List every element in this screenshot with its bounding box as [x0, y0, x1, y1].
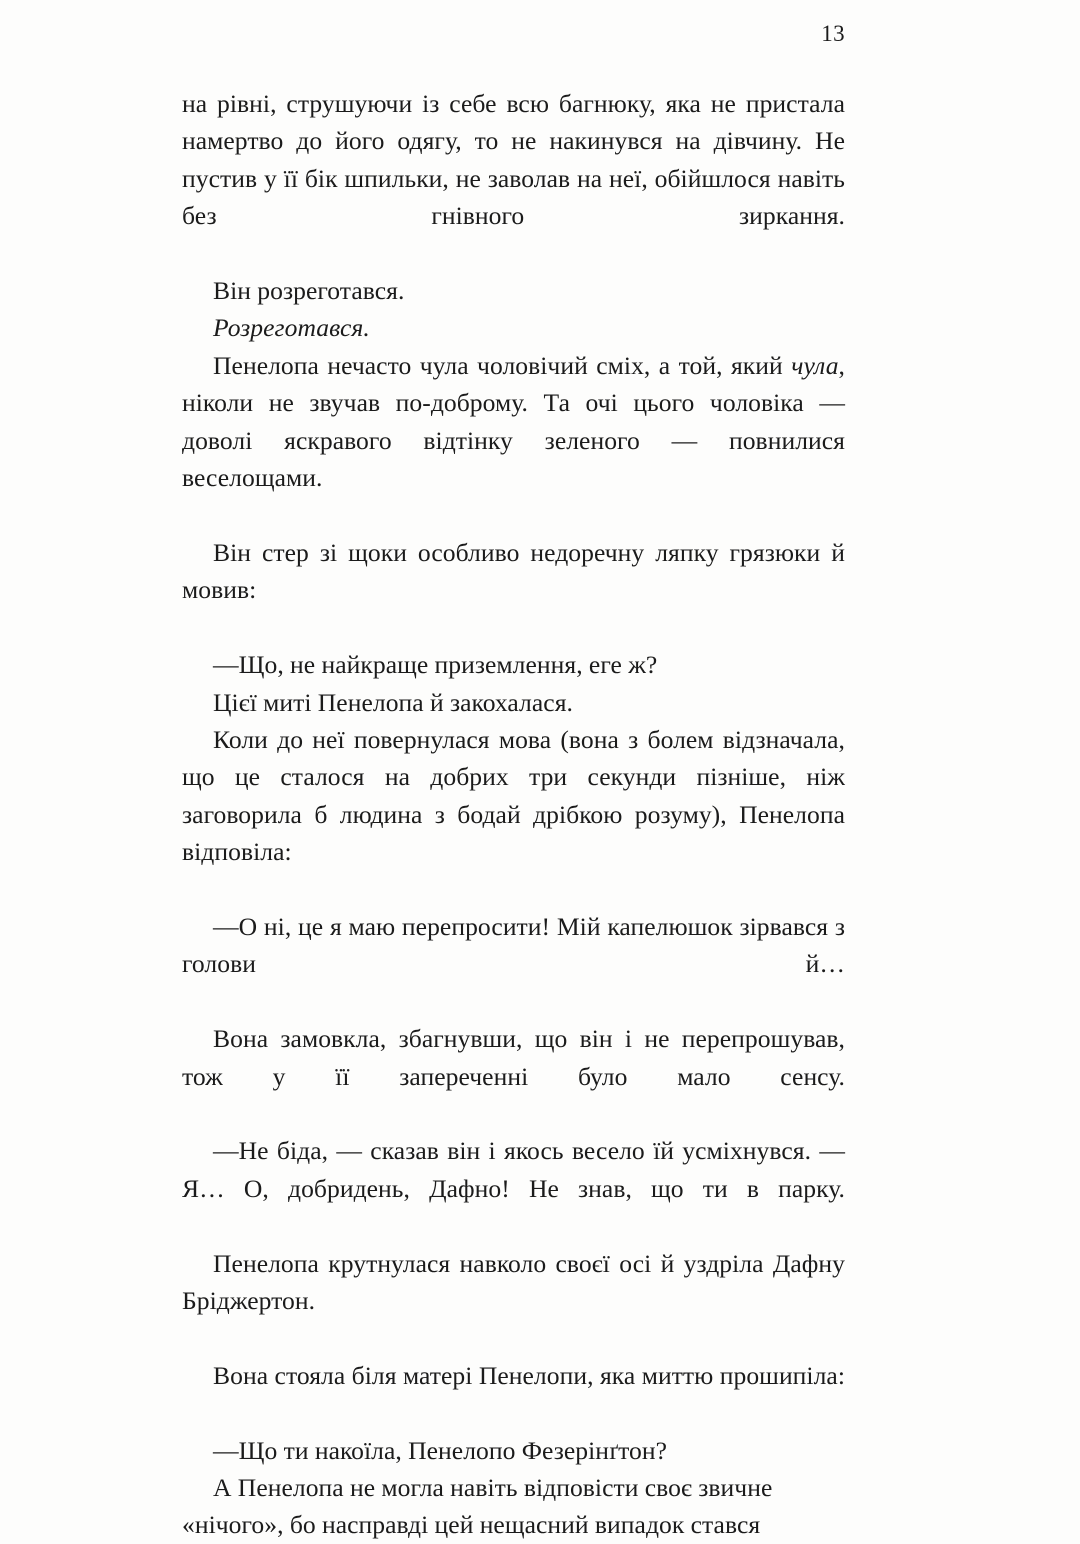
paragraph-mixed-emphasis — [182, 347, 845, 534]
folio-row — [182, 22, 845, 58]
dialogue-line: —Не біда, — сказав він і якось весело їй усміхнувся. — Я… О, добридень, Дафно! Не знав, що ти в парку. — [182, 1136, 845, 1203]
paragraph: Цієї миті Пенелопа й закохалася. — [213, 687, 573, 717]
page-number: 13 — [821, 21, 845, 46]
dialogue-line: —О ні, це я маю перепросити! Мій капелюшок зірвався з голови й… — [182, 911, 845, 979]
text-run: , ніколи не звучав по-доброму. Та очі цього чоловіка — доволі яскравого відтінку зеленого — повнилися веселощами. — [182, 350, 845, 493]
body-text-block — [182, 85, 845, 1544]
paragraph: Вона замовкла, збагнувши, що він і не перепрошував, тож у її запереченні було мало сенсу. — [182, 1024, 845, 1091]
paragraph-run-over: А Пенелопа не могла навіть відповісти своє звичне «нічого», бо насправді цей нещасний випадок стався — [182, 1473, 773, 1540]
paragraph-italic — [182, 309, 845, 346]
dialogue-line: —Що, не найкраще приземлення, еге ж? — [213, 650, 658, 680]
paragraph: Він стер зі щоки особливо недоречну ляпку грязюки й мовив: — [182, 537, 845, 605]
emphasis-text: Розреготався. — [213, 313, 370, 343]
paragraph: Він розреготався. — [213, 276, 405, 306]
emphasis-text: чула — [791, 350, 839, 380]
paragraph: Коли до неї повернулася мова (вона з болем відзначала, що це сталося на добрих три секунди пізніше, ніж заговорила б людина з бодай дрібкою розуму), Пенелопа відповіла: — [182, 724, 845, 867]
dialogue-line: —Що ти накоїла, Пенелопо Фезерінґтон? — [213, 1435, 667, 1465]
paragraph: Вона стояла біля матері Пенелопи, яка миттю прошипіла: — [213, 1360, 845, 1390]
paragraph-continuation: на рівні, струшуючи із себе всю багнюку, яка не пристала намертво до його одягу, то не накинувся на дівчину. Не пустив у її бік шпильки, не заволав на неї, обійшлося навіть без гнівного зиркання. — [182, 89, 845, 231]
paragraph: Пенелопа крутнулася навколо своєї осі й уздріла Дафну Бріджертон. — [182, 1248, 845, 1315]
text-run: Пенелопа нечасто чула чоловічий сміх, а той, який — [213, 350, 792, 380]
